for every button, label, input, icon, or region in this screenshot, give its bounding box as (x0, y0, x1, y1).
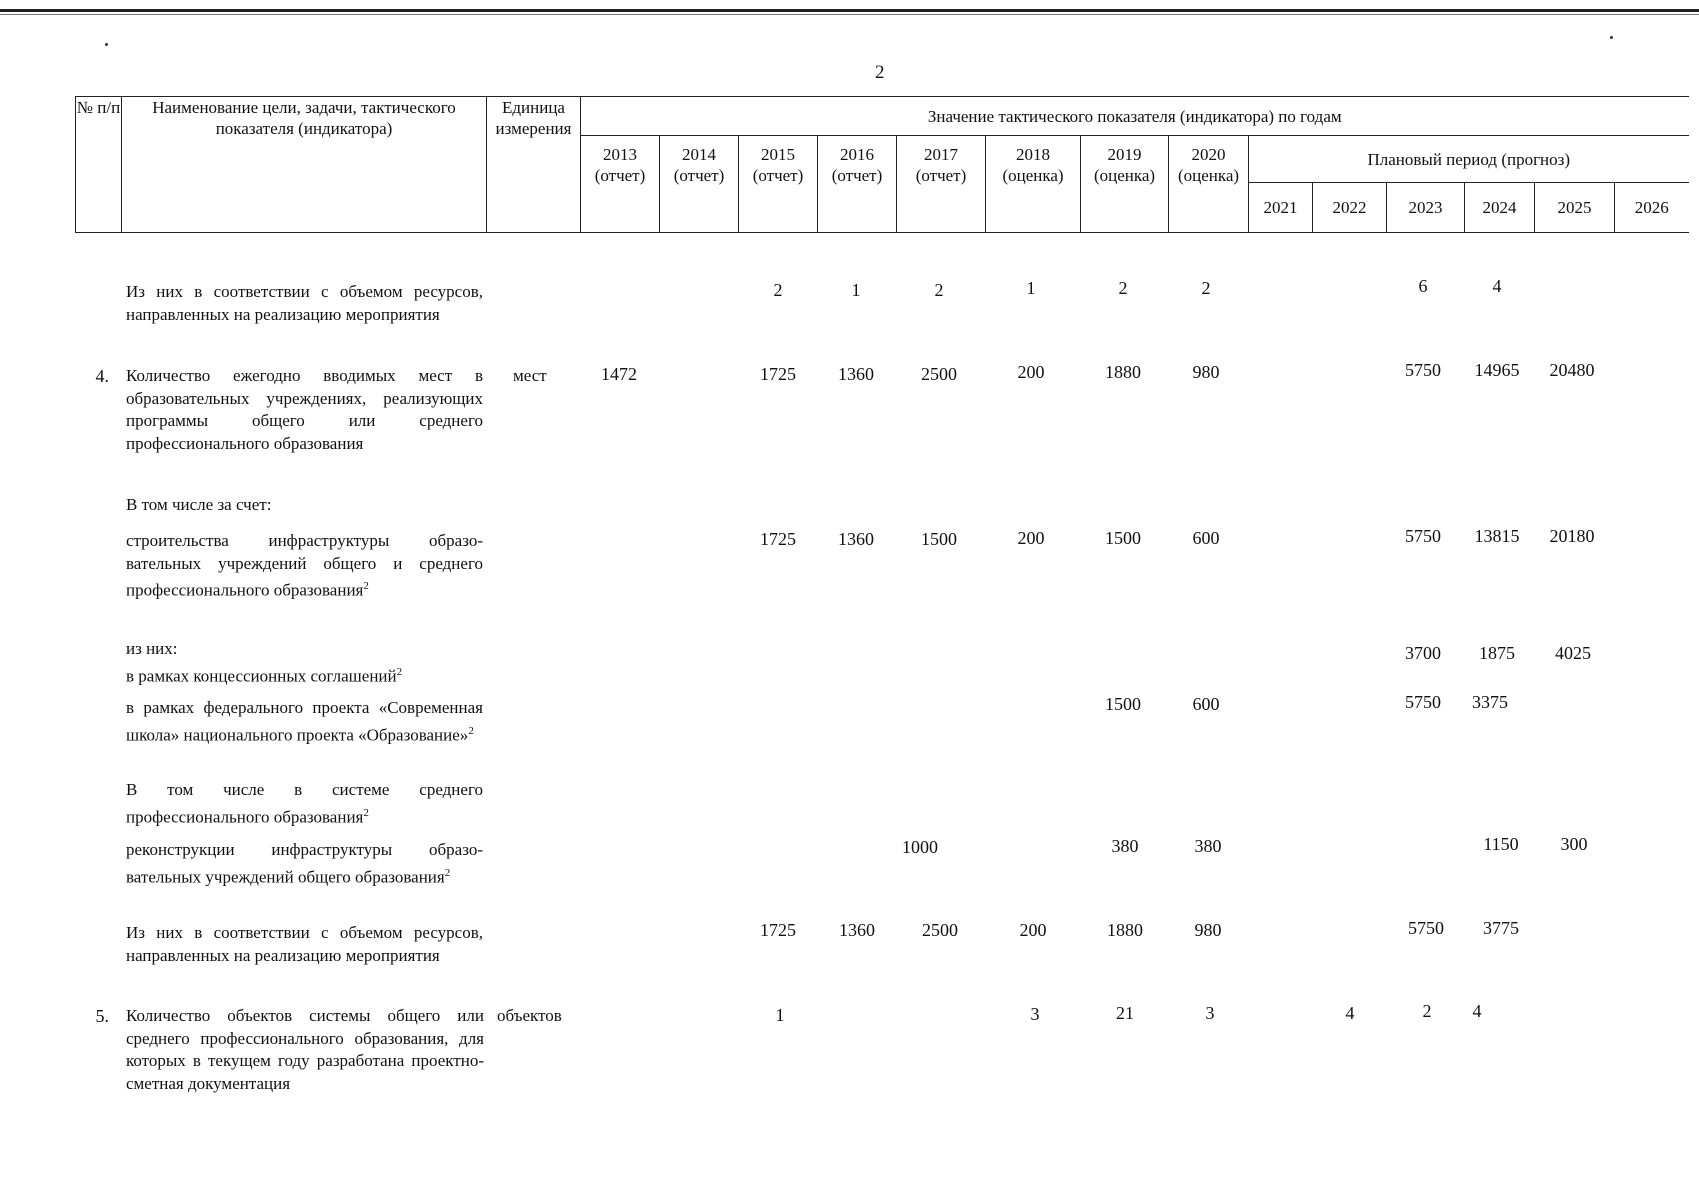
header-plan-period: Плановый период (прогноз) (1249, 136, 1689, 183)
cell-2017: 2500 (922, 920, 958, 940)
cell-2017: 2 (934, 280, 944, 300)
cell-2022: 4 (1345, 1003, 1355, 1023)
cell-2020: 600 (1192, 694, 1220, 714)
cell-2017: 1500 (921, 529, 957, 549)
header-plan-2021: 2021 (1249, 183, 1313, 233)
cell-2024: 3775 (1483, 918, 1519, 938)
cell-2024: 14965 (1474, 360, 1520, 380)
cell-2024: 1150 (1483, 834, 1519, 854)
row-text: Количество ежегодно вводимых мест в образовательных учреждениях, реализующих программы общего или среднего профессионального образования (126, 366, 483, 453)
cell-2023: 5750 (1405, 692, 1441, 712)
header-plan-2023: 2023 (1387, 183, 1465, 233)
cell-2023: 6 (1418, 276, 1428, 296)
page-number: 2 (875, 62, 885, 83)
cell-2020: 2 (1201, 278, 1211, 298)
cell-2016: 1 (851, 280, 861, 300)
row-text: из них: в рамках концессионных соглашений$^2$ (126, 639, 403, 686)
header-plan-2024: 2024 (1465, 183, 1535, 233)
row-text: В том числе в системе среднего профессионального образования$^2$ (126, 780, 483, 827)
header-name: Наименование цели, задачи, тактического показателя (индикатора) (122, 97, 487, 233)
header-plan-2025: 2025 (1535, 183, 1615, 233)
row-text: Из них в соответствии с объемом ресурсов, направленных на реализацию мероприятия (126, 923, 483, 965)
cell-2019: 21 (1116, 1003, 1134, 1023)
cell-2015: 2 (773, 280, 783, 300)
cell-2018: 200 (1017, 362, 1045, 382)
header-year-2018: 2018 (оценка) (986, 136, 1081, 233)
cell-2017: 1000 (902, 837, 938, 857)
cell-2020: 600 (1192, 528, 1220, 548)
header-year-2019: 2019 (оценка) (1081, 136, 1169, 233)
cell-2020: 380 (1194, 836, 1222, 856)
cell-2018: 1 (1026, 278, 1036, 298)
row-number: 4. (95, 366, 109, 386)
cell-2024: 1875 (1479, 643, 1515, 663)
cell-2016: 1360 (839, 920, 875, 940)
row-text: реконструкции инфраструктуры образо-вательных учреждений общего образования$^2$ (126, 840, 483, 887)
cell-2016: 1360 (838, 529, 874, 549)
row-number: 5. (95, 1006, 109, 1026)
header-values: Значение тактического показателя (индикатора) по годам (581, 97, 1689, 136)
cell-2025: 20480 (1549, 360, 1595, 380)
cell-2023: 5750 (1408, 918, 1444, 938)
header-year-2014: 2014 (отчет) (660, 136, 739, 233)
cell-2024: 13815 (1474, 526, 1520, 546)
cell-2015: 1725 (760, 920, 796, 940)
cell-2025: 300 (1560, 834, 1588, 854)
cell-2019: 1500 (1105, 694, 1141, 714)
cell-2019: 2 (1118, 278, 1128, 298)
header-year-2015: 2015 (отчет) (739, 136, 818, 233)
row-unit: объектов (497, 1006, 562, 1025)
cell-2025: 4025 (1555, 643, 1591, 663)
header-year-2013: 2013 (отчет) (581, 136, 660, 233)
cell-2020: 980 (1192, 362, 1220, 382)
cell-2015: 1725 (760, 364, 796, 384)
cell-2023: 3700 (1405, 643, 1441, 663)
cell-2018: 3 (1030, 1004, 1040, 1024)
cell-2015: 1 (775, 1005, 785, 1025)
cell-2024: 4 (1472, 1001, 1482, 1021)
cell-2019: 1880 (1105, 362, 1141, 382)
header-no: № п/п (76, 97, 122, 233)
row-text: Количество объектов системы общего или среднего профессионального образования, для которых в текущем году разработана проектно-сметная документация (126, 1006, 484, 1093)
header-unit: Единица измерения (487, 97, 581, 233)
cell-2018: 200 (1017, 528, 1045, 548)
cell-2023: 2 (1422, 1001, 1432, 1021)
cell-2017: 2500 (921, 364, 957, 384)
cell-2024: 4 (1492, 276, 1502, 296)
cell-2025: 20180 (1549, 526, 1595, 546)
cell-2015: 1725 (760, 529, 796, 549)
header-plan-2022: 2022 (1313, 183, 1387, 233)
header-year-2020: 2020 (оценка) (1169, 136, 1249, 233)
row-text: строительства инфраструктуры образо-вательных учреждений общего и среднего профессионального образования$^2$ (126, 531, 483, 600)
header-plan-2026: 2026 (1615, 183, 1689, 233)
header-year-2016: 2016 (отчет) (818, 136, 897, 233)
row-unit: мест (513, 366, 547, 385)
row-text: в рамках федерального проекта «Современная школа» национального проекта «Образование»$^2$ (126, 698, 483, 745)
cell-2019: 380 (1111, 836, 1139, 856)
cell-2024: 3375 (1472, 692, 1508, 712)
cell-2023: 5750 (1405, 360, 1441, 380)
row-text: В том числе за счет: (126, 495, 272, 514)
cell-2020: 3 (1205, 1003, 1215, 1023)
cell-2023: 5750 (1405, 526, 1441, 546)
row-text: Из них в соответствии с объемом ресурсов, направленных на реализацию мероприятия (126, 282, 483, 324)
cell-2020: 980 (1194, 920, 1222, 940)
header-year-2017: 2017 (отчет) (897, 136, 986, 233)
cell-2019: 1500 (1105, 528, 1141, 548)
cell-2019: 1880 (1107, 920, 1143, 940)
cell-2018: 200 (1019, 920, 1047, 940)
cell-2013: 1472 (601, 364, 637, 384)
cell-2016: 1360 (838, 364, 874, 384)
